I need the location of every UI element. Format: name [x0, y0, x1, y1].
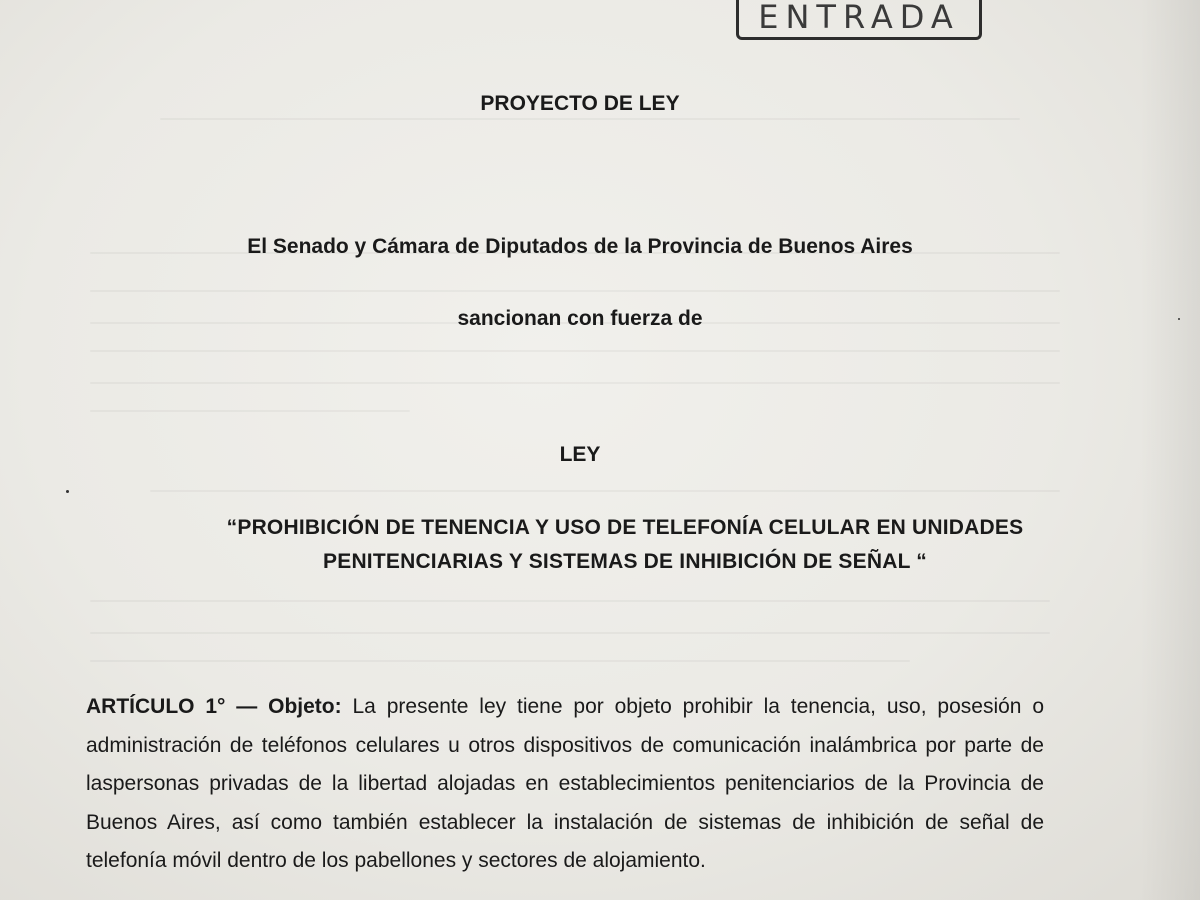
stamp-label: ENTRADA [758, 0, 960, 36]
enacting-body: El Senado y Cámara de Diputados de la Provincia de Buenos Aires [247, 235, 913, 258]
paper-speck [1178, 318, 1180, 320]
law-title-line-2: PENITENCIARIAS Y SISTEMAS DE INHIBICIÓN DE SEÑAL “ [323, 550, 927, 573]
paper-speck [66, 490, 69, 493]
bleed-through-line [90, 600, 1050, 602]
bleed-through-line [90, 290, 1060, 292]
enacting-formula: sancionan con fuerza de [457, 307, 703, 330]
law-title-line-1: “PROHIBICIÓN DE TENENCIA Y USO DE TELEFONÍA CELULAR EN UNIDADES [226, 516, 1024, 539]
entrada-stamp [736, 0, 982, 40]
bleed-through-line [90, 632, 1050, 634]
bleed-through-line [90, 660, 910, 662]
document-title: PROYECTO DE LEY [480, 92, 680, 115]
bleed-through-line [90, 350, 1060, 352]
article-1-heading: ARTÍCULO 1° — Objeto: [86, 695, 342, 718]
bleed-through-line [90, 382, 1060, 384]
ley-heading: LEY [559, 443, 601, 466]
bleed-through-line [150, 490, 1060, 492]
article-1 [86, 688, 1044, 881]
bleed-through-line [160, 118, 1020, 120]
bleed-through-line [90, 410, 410, 412]
article-1-body: La presente ley tiene por objeto prohibir la tenencia, uso, posesión o administración de teléfonos celulares u otros dispositivos de comunicación inalámbrica por parte de laspersonas privadas de la libertad alojadas en establecimientos penitenciarios de la Provincia de Buenos Aires, así como también establecer la instalación de sistemas de inhibición de señal de telefonía móvil dentro de los pabellones y sectores de alojamiento. [86, 695, 1045, 872]
law-title [120, 511, 1130, 579]
